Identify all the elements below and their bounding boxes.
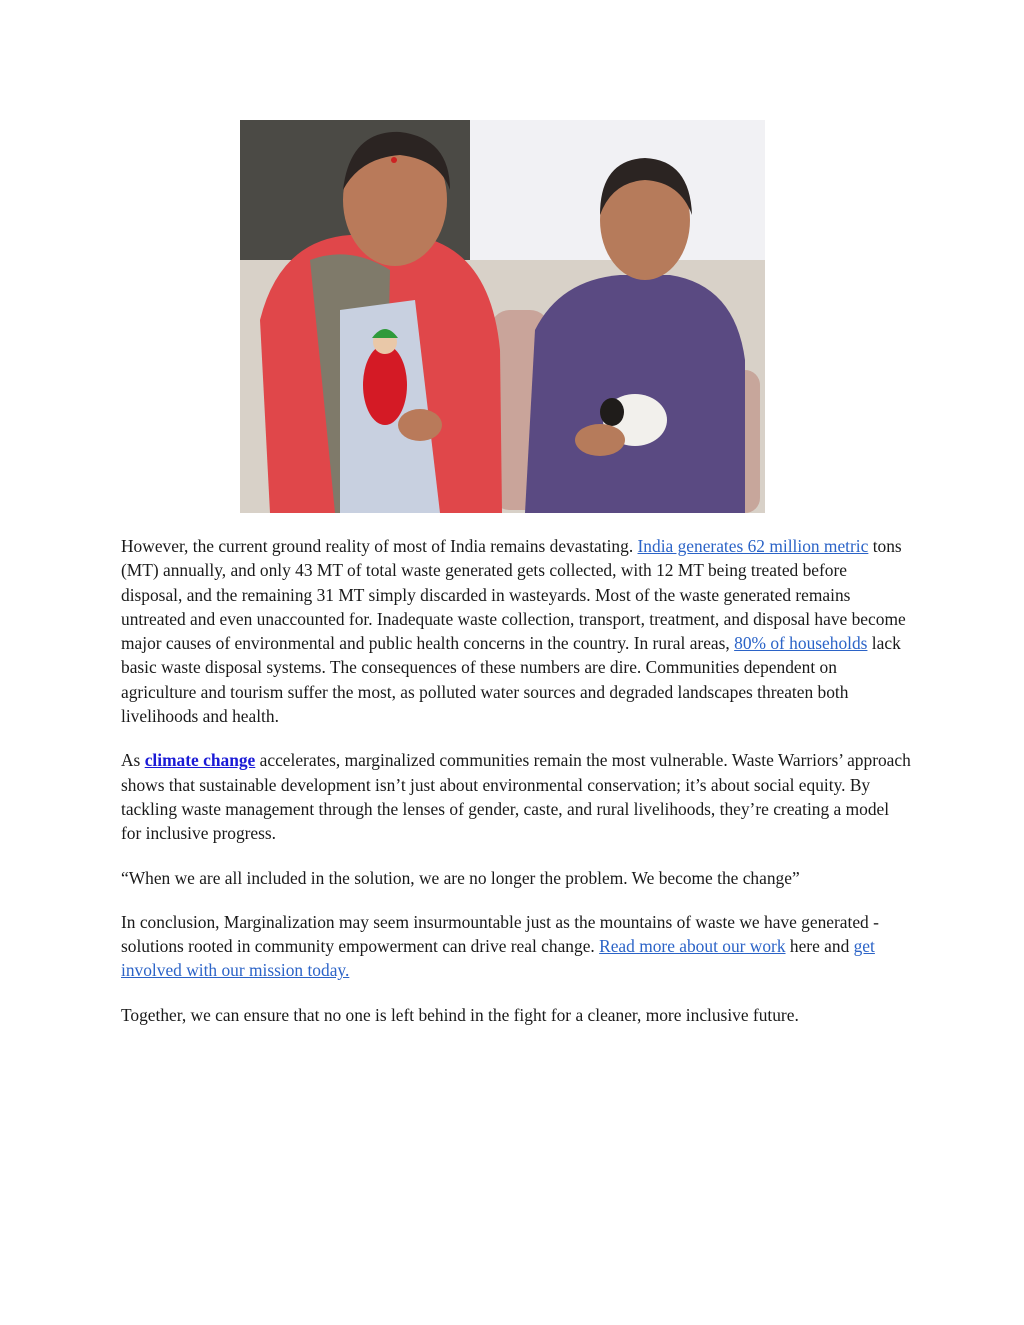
article-body xyxy=(121,534,911,1047)
photo-illustration xyxy=(240,120,765,513)
text-span: here and xyxy=(785,936,854,957)
quote-text: “When we are all included in the solution, we are no longer the problem. We become the change” xyxy=(121,867,800,888)
paragraph-conclusion xyxy=(121,910,911,983)
text-span: accelerates, marginalized communities remain the most vulnerable. Waste Warriors’ approach shows that sustainable development isn’t just about environmental conservation; it’s about social equity. By tackling waste management through the lenses of gender, caste, and rural livelihoods, they’re creating a model for inclusive progress. xyxy=(121,750,911,844)
paragraph-ground-reality xyxy=(121,534,911,728)
text-span: Together, we can ensure that no one is left behind in the fight for a cleaner, more inclusive future. xyxy=(121,1004,799,1025)
paragraph-quote xyxy=(121,866,911,890)
link-india-waste-stats[interactable]: India generates 62 million metric xyxy=(637,536,869,556)
paragraph-climate-change xyxy=(121,748,911,845)
link-get-involved[interactable]: get involved with our mission today. xyxy=(121,936,875,981)
text-span: In conclusion, Marginalization may seem insurmountable just as the mountains of waste we have generated - solutions rooted in community empowerment can drive real change. xyxy=(121,911,879,957)
link-households[interactable]: 80% of households xyxy=(734,633,868,654)
link-read-more[interactable]: Read more about our work xyxy=(599,936,786,957)
text-span: tons (MT) annually, and only 43 MT of total waste generated gets collected, with 12 MT being treated before disposal, and the remaining 31 MT simply discarded in wasteyards. Most of the waste generated remains untreated and even unaccounted for. Inadequate waste collection, transport, treatment, and disposal have become major causes of environmental and public health concerns in the country. In rural areas, xyxy=(121,536,906,654)
text-span: However, the current ground reality of most of India remains devastating. xyxy=(121,536,638,556)
text-span: As xyxy=(121,750,145,771)
text-span: lack basic waste disposal systems. The consequences of these numbers are dire. Communities dependent on agriculture and tourism suffer the most, as polluted water sources and degraded landscapes threaten both livelihoods and health. xyxy=(121,633,901,727)
article-photo xyxy=(240,120,765,513)
link-climate-change[interactable]: climate change xyxy=(144,750,256,771)
paragraph-together xyxy=(121,1003,911,1027)
